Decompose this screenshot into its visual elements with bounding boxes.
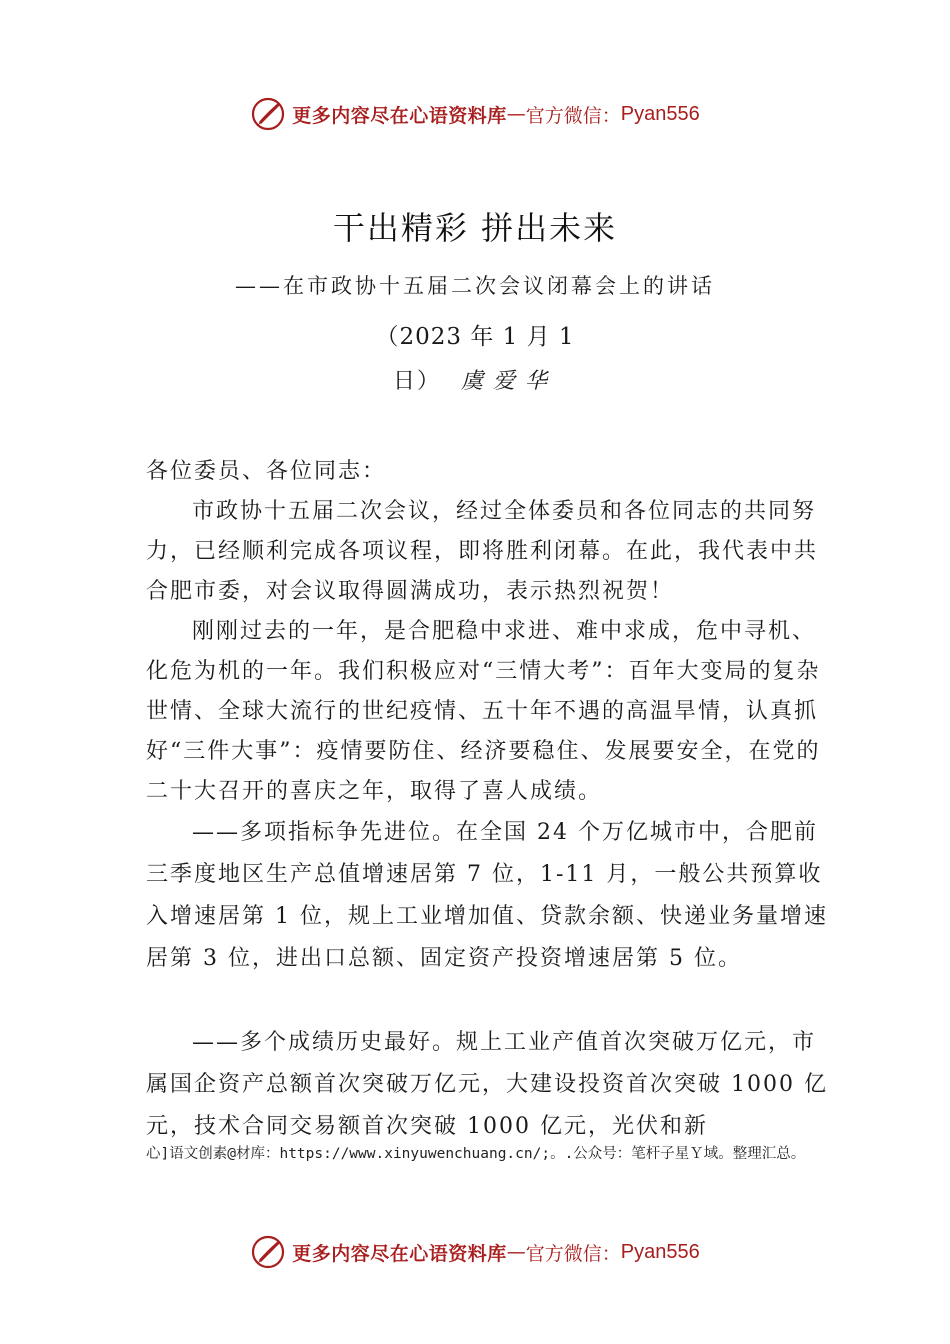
paragraph-text: ——多项指标争先进位。在全国 24 个万亿城市中，合肥前三季度地区生产总值增速居第 7 位，1-11 月，一般公共预算收入增速居第 1 位，规上工业增加值、贷款余额、快递业务量增速居第 3 位，进出口总额、固定资产投资增速居第 5 位。 — [146, 820, 828, 971]
banner-wechat-id: Pyan556 — [620, 1240, 700, 1263]
banner-wechat-label: 官方微信： — [525, 1242, 621, 1265]
paragraph-2 — [146, 612, 836, 812]
pen-logo-icon — [250, 96, 286, 132]
date-speaker-line — [0, 364, 950, 395]
banner-dash: — — [506, 1241, 526, 1263]
speaker-name: 虞爱华 — [461, 369, 558, 394]
date-line-end: 日） — [392, 369, 441, 394]
paragraph-3 — [146, 812, 836, 980]
paragraph-text: 刚刚过去的一年，是合肥稳中求进、难中求成，危中寻机、化危为机的一年。我们积极应对“三情大考”：百年大变局的复杂世情、全球大流行的世纪疫情、五十年不遇的高温旱情，认真抓好“三件大事”：疫情要防住、经济要稳住、发展要安全，在党的二十大召开的喜庆之年，取得了喜人成绩。 — [146, 619, 821, 804]
footer-note: 心]语文创素@材库：https://www.xinyuwenchuang.cn/;。.公众号：笔杆子星Ｙ域。整理汇总。 — [146, 1146, 806, 1162]
banner-brand: 更多内容尽在心语资料库 — [292, 1242, 507, 1265]
banner-wechat-label: 官方微信： — [525, 104, 621, 127]
pen-logo-icon — [250, 1234, 286, 1270]
header-banner — [0, 94, 950, 134]
date-line: （2023 年 1 月 1 — [375, 324, 575, 350]
paragraph-1 — [146, 492, 836, 612]
banner-brand: 更多内容尽在心语资料库 — [292, 104, 507, 127]
greeting: 各位委员、各位同志： — [146, 459, 387, 484]
document-title: 干出精彩 拼出未来 — [332, 209, 618, 247]
banner-dash: — — [506, 103, 526, 125]
paragraph-4 — [146, 1022, 836, 1148]
paragraph-text: ——多个成绩历史最好。规上工业产值首次突破万亿元，市属国企资产总额首次突破万亿元，大建设投资首次突破 1000 亿元，技术合同交易额首次突破 1000 亿元，光伏和新 — [146, 1030, 828, 1139]
banner-wechat-id: Pyan556 — [620, 102, 700, 125]
footer-banner — [0, 1232, 950, 1272]
paragraph-text: 市政协十五届二次会议，经过全体委员和各位同志的共同努力，已经顺利完成各项议程，即将胜利闭幕。在此，我代表中共合肥市委，对会议取得圆满成功，表示热烈祝贺！ — [146, 499, 819, 604]
document-subtitle: ——在市政协十五届二次会议闭幕会上的讲话 — [235, 274, 715, 298]
